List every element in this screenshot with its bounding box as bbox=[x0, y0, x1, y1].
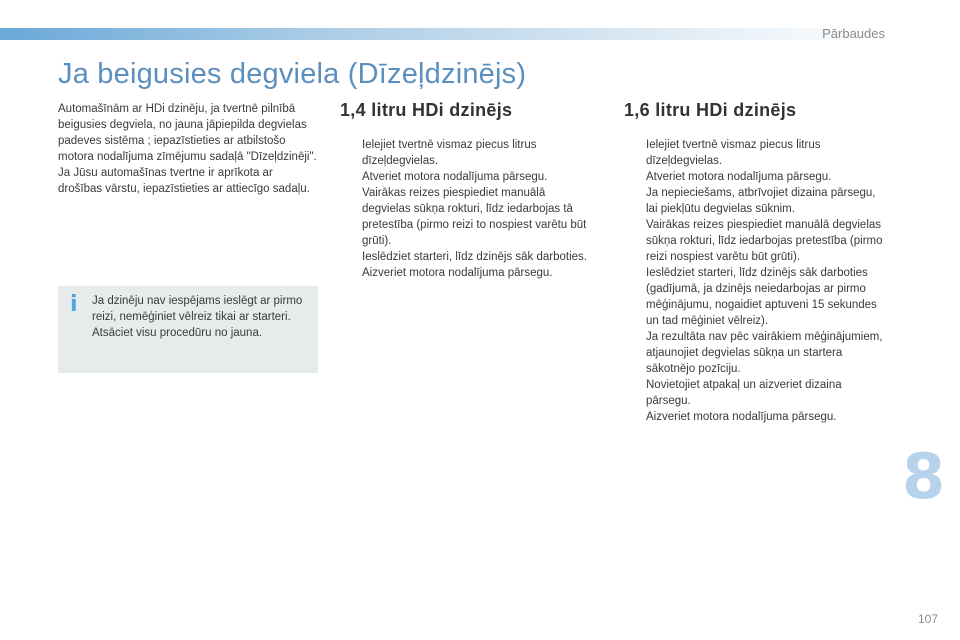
list-item bbox=[340, 137, 590, 169]
list-item bbox=[340, 185, 590, 249]
procedure-steps bbox=[624, 137, 886, 425]
list-item bbox=[340, 265, 590, 281]
info-note bbox=[58, 286, 318, 373]
intro-paragraph: Automašīnām ar HDi dzinēju, ja tvertnē pilnībā beigusies degviela, no jauna jāpiepilda degvielas padeves sistēma ; iepazīstieties ar atbilstošo motora nodalījuma zīmējumu sadaļā "Dīzeļdzinēji". bbox=[58, 103, 317, 163]
chapter-number: 8 bbox=[902, 440, 946, 513]
list-item bbox=[624, 377, 886, 409]
step-text: Aizveriet motora nodalījuma pārsegu. bbox=[646, 411, 837, 423]
header-accent-bar bbox=[0, 28, 880, 40]
step-text: Ieslēdziet starteri, līdz dzinējs sāk darboties. bbox=[362, 251, 587, 263]
list-item bbox=[624, 409, 886, 425]
page-title: Ja beigusies degviela (Dīzeļdzinējs) bbox=[58, 58, 527, 90]
step-text: Atveriet motora nodalījuma pārsegu. bbox=[362, 171, 548, 183]
procedure-heading: 1,4 litru HDi dzinējs bbox=[340, 100, 513, 120]
list-item bbox=[340, 169, 590, 185]
intro-paragraph: Ja Jūsu automašīnas tvertne ir aprīkota ar drošības vārstu, iepazīstieties ar attiecīgo sadaļu. bbox=[58, 167, 310, 195]
step-text: Aizveriet motora nodalījuma pārsegu. bbox=[362, 267, 553, 279]
step-text: Ja rezultāta nav pēc vairākiem mēģinājumiem, atjaunojiet degvielas sūkņa un startera sākotnējo pozīciju. bbox=[646, 331, 883, 375]
list-item bbox=[624, 169, 886, 185]
list-item bbox=[624, 265, 886, 329]
info-note-text: Ja dzinēju nav iespējams ieslēgt ar pirmo reizi, nemēģiniet vēlreiz tikai ar starteri. Atsāciet visu procedūru no jauna. bbox=[92, 295, 303, 339]
procedure-heading: 1,6 litru HDi dzinējs bbox=[624, 100, 797, 120]
step-text: Ielejiet tvertnē vismaz piecus litrus dīzeļdegvielas. bbox=[646, 139, 821, 167]
step-text: Novietojiet atpakaļ un aizveriet dizaina pārsegu. bbox=[646, 379, 842, 407]
list-item bbox=[624, 217, 886, 265]
list-item bbox=[624, 185, 886, 217]
step-text: Ja nepieciešams, atbrīvojiet dizaina pārsegu, lai piekļūtu degvielas sūknim. bbox=[646, 187, 876, 215]
step-text: Atveriet motora nodalījuma pārsegu. bbox=[646, 171, 832, 183]
procedure-steps bbox=[340, 137, 590, 281]
step-text: Vairākas reizes piespiediet manuālā degvielas sūkņa rokturi, līdz iedarbojas tā pretestība (pirmo reizi to nospiest varētu būt grūti). bbox=[362, 187, 587, 247]
list-item bbox=[624, 329, 886, 377]
section-label: Pārbaudes bbox=[822, 26, 885, 41]
step-text: Ieslēdziet starteri, līdz dzinējs sāk darboties (gadījumā, ja dzinējs neiedarbojas ar pirmo mēģinājumu, nogaidiet aptuveni 15 sekundes un tad mēģiniet vēlreiz). bbox=[646, 267, 877, 327]
intro-text bbox=[58, 101, 320, 197]
page-number: 107 bbox=[917, 612, 938, 626]
step-text: Ielejiet tvertnē vismaz piecus litrus dīzeļdegvielas. bbox=[362, 139, 537, 167]
list-item bbox=[624, 137, 886, 169]
procedure-1-6-hdi bbox=[624, 100, 886, 425]
info-icon: i bbox=[70, 292, 78, 317]
procedure-1-4-hdi bbox=[340, 100, 590, 281]
list-item bbox=[340, 249, 590, 265]
step-text: Vairākas reizes piespiediet manuālā degvielas sūkņa rokturi, līdz iedarbojas pretestība (pirmo reizi nospiest varētu būt grūti). bbox=[646, 219, 883, 263]
